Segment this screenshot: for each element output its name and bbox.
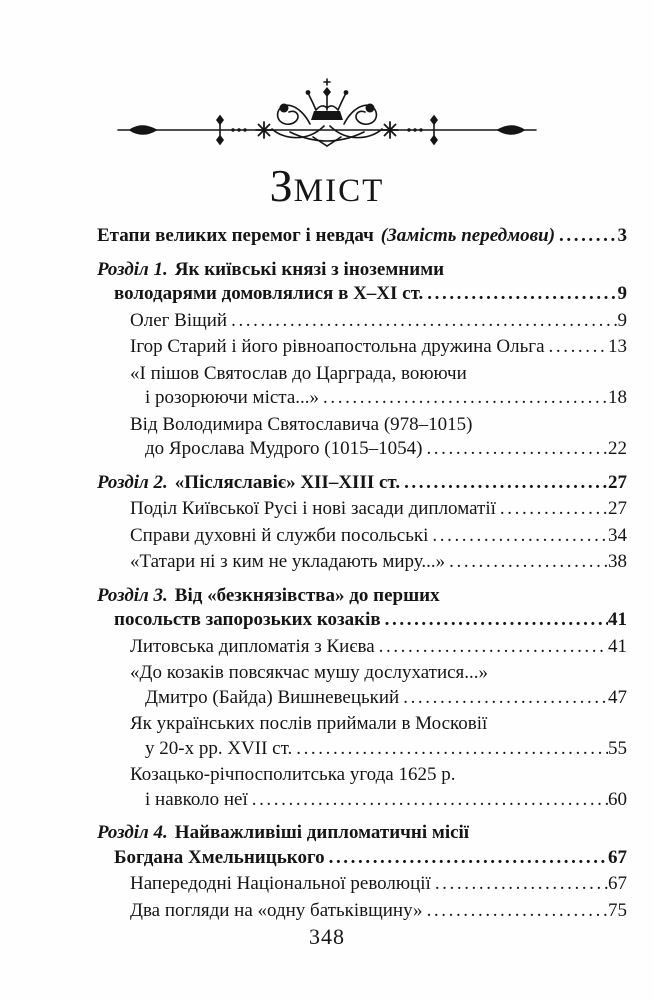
title-initial: З bbox=[269, 160, 294, 211]
toc-entry-chapter bbox=[97, 821, 627, 870]
entry-text: Литовська дипломатія з Києва bbox=[130, 635, 375, 657]
toc-line bbox=[97, 584, 627, 609]
page-number: 41 bbox=[608, 609, 627, 631]
header-ornament bbox=[97, 74, 557, 160]
toc-line bbox=[97, 712, 627, 737]
toc-entry-item bbox=[97, 362, 627, 411]
page-number: 13 bbox=[608, 336, 627, 358]
toc-line bbox=[97, 737, 627, 762]
table-of-contents bbox=[97, 224, 627, 923]
page-title bbox=[0, 162, 654, 210]
entry-text: Етапи великих перемог і невдач bbox=[97, 225, 374, 247]
toc-line bbox=[97, 872, 627, 897]
toc-line bbox=[97, 821, 627, 846]
toc-line bbox=[97, 608, 627, 633]
toc-line bbox=[97, 224, 627, 249]
toc-line bbox=[97, 686, 627, 711]
toc-entry-item bbox=[97, 635, 627, 660]
folio-page-number: 348 bbox=[309, 924, 345, 949]
toc-line bbox=[97, 497, 627, 522]
entry-text: Найважливіші дипломатичні місії bbox=[174, 822, 470, 844]
toc-line bbox=[97, 899, 627, 924]
toc-line bbox=[97, 437, 627, 462]
entry-subtitle: (Замість передмови) bbox=[380, 225, 556, 247]
entry-text-continued: Богдана Хмельницького bbox=[114, 846, 325, 868]
dot-leader bbox=[496, 497, 608, 522]
entry-text: Справи духовні й служби посольські bbox=[130, 524, 429, 546]
toc-entry-item bbox=[97, 763, 627, 812]
dot-leader bbox=[292, 737, 608, 762]
page-number: 18 bbox=[608, 387, 627, 409]
dot-leader bbox=[227, 309, 617, 334]
toc-entry-item bbox=[97, 497, 627, 522]
entry-text: Як київські князі з іноземними bbox=[174, 258, 445, 280]
page-number: 75 bbox=[608, 899, 627, 921]
entry-text: Від «безкнязівства» до перших bbox=[174, 584, 440, 606]
page-number: 27 bbox=[608, 498, 627, 520]
dot-leader bbox=[381, 608, 608, 633]
toc-entry-chapter bbox=[97, 258, 627, 307]
page-number: 67 bbox=[608, 846, 627, 868]
toc-line bbox=[97, 413, 627, 438]
toc-line bbox=[97, 386, 627, 411]
entry-text: «І пішов Святослав до Царграда, воюючи bbox=[130, 362, 467, 384]
page-number: 47 bbox=[608, 686, 627, 708]
toc-line bbox=[97, 788, 627, 813]
dot-leader bbox=[319, 386, 608, 411]
entry-text-continued: до Ярослава Мудрого (1015–1054) bbox=[145, 438, 423, 460]
dot-leader bbox=[325, 846, 608, 871]
toc-entry-item bbox=[97, 661, 627, 710]
toc-line bbox=[97, 635, 627, 660]
crown-flourish-ornament-icon bbox=[112, 74, 542, 160]
entry-text: «До козаків повсякчас мушу дослухатися...» bbox=[130, 662, 489, 684]
entry-text: Олег Віщий bbox=[130, 309, 228, 331]
toc-entry-item bbox=[97, 309, 627, 334]
dot-leader bbox=[399, 686, 608, 711]
toc-line bbox=[97, 846, 627, 871]
toc-line bbox=[97, 282, 627, 307]
toc-entry-item bbox=[97, 335, 627, 360]
toc-line bbox=[97, 309, 627, 334]
toc-entry-item bbox=[97, 550, 627, 575]
dot-leader bbox=[248, 788, 608, 813]
entry-text: «Татари ні з ким не укладають миру...» bbox=[130, 551, 446, 573]
dot-leader bbox=[400, 471, 608, 496]
toc-line bbox=[97, 258, 627, 283]
toc-entry-item bbox=[97, 524, 627, 549]
entry-text: Два погляди на «одну батьківщину» bbox=[130, 899, 423, 921]
entry-text: Напередодні Національної революції bbox=[130, 873, 431, 895]
dot-leader bbox=[445, 550, 608, 575]
toc-line bbox=[97, 335, 627, 360]
toc-entry-item bbox=[97, 413, 627, 462]
chapter-label: Розділ 3. bbox=[97, 584, 168, 606]
page-number: 22 bbox=[608, 438, 627, 460]
entry-text: «Післяславіє» XII–XIII ст. bbox=[174, 471, 401, 493]
entry-text: Поділ Київської Русі і нові засади дипломатії bbox=[130, 498, 496, 520]
entry-text: Ігор Старий і його рівноапостольна дружина Ольга bbox=[130, 336, 545, 358]
chapter-label: Розділ 4. bbox=[97, 822, 168, 844]
dot-leader bbox=[422, 437, 608, 462]
entry-text-continued: Дмитро (Байда) Вишневецький bbox=[145, 686, 400, 708]
toc-entry-item bbox=[97, 712, 627, 761]
dot-leader bbox=[375, 635, 608, 660]
dot-leader bbox=[555, 224, 617, 249]
dot-leader bbox=[431, 872, 608, 897]
entry-text-continued: посольств запорозьких козаків bbox=[114, 609, 381, 631]
toc-entry-chapter bbox=[97, 471, 627, 496]
toc-entry-item bbox=[97, 899, 627, 924]
toc-entry-preface bbox=[97, 224, 627, 249]
page-number: 9 bbox=[617, 309, 627, 331]
entry-text-continued: і навколо неї bbox=[145, 788, 248, 810]
page-number: 67 bbox=[608, 873, 627, 895]
page-number: 55 bbox=[608, 737, 627, 759]
title-rest: МІСТ bbox=[293, 172, 385, 209]
page-number: 38 bbox=[608, 551, 627, 573]
page-number: 3 bbox=[617, 225, 627, 247]
toc-line bbox=[97, 763, 627, 788]
toc-line bbox=[97, 471, 627, 496]
entry-text: Від Володимира Святославича (978–1015) bbox=[130, 413, 473, 435]
toc-entry-item bbox=[97, 872, 627, 897]
toc-entry-chapter bbox=[97, 584, 627, 633]
toc-line bbox=[97, 550, 627, 575]
dot-leader bbox=[545, 335, 608, 360]
toc-line bbox=[97, 524, 627, 549]
toc-line bbox=[97, 661, 627, 686]
page-number: 41 bbox=[608, 635, 627, 657]
dot-leader bbox=[428, 524, 608, 549]
page-number: 27 bbox=[608, 471, 627, 493]
entry-text-continued: і розорюючи міста...» bbox=[145, 387, 320, 409]
chapter-label: Розділ 2. bbox=[97, 471, 168, 493]
chapter-label: Розділ 1. bbox=[97, 258, 168, 280]
entry-text-continued: володарями домовлялися в X–XI ст. bbox=[114, 283, 424, 305]
toc-line bbox=[97, 362, 627, 387]
dot-leader bbox=[423, 282, 617, 307]
page-number: 9 bbox=[617, 283, 627, 305]
dot-leader bbox=[423, 899, 608, 924]
page-number: 34 bbox=[608, 524, 627, 546]
entry-text: Козацько-річпосполитська угода 1625 р. bbox=[130, 764, 456, 786]
entry-text: Як українських послів приймали в Московії bbox=[130, 713, 488, 735]
page-number: 60 bbox=[608, 788, 627, 810]
entry-text-continued: у 20-х рр. XVII ст. bbox=[145, 737, 293, 759]
